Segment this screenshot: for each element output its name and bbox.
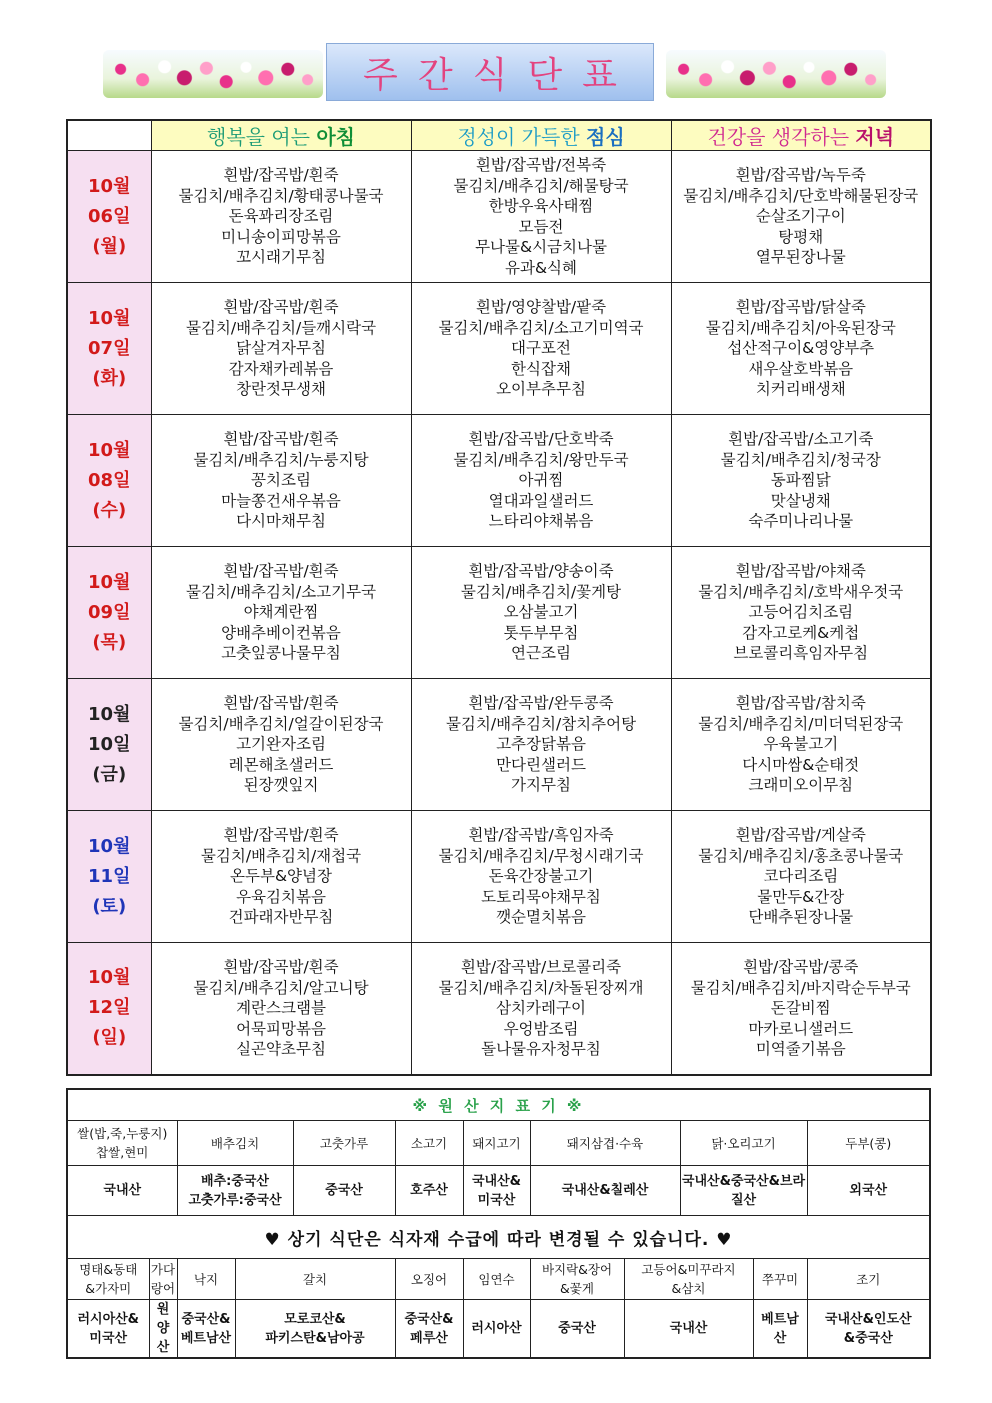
day-day: 12일 [88,997,131,1019]
origin-header-cell [235,1259,395,1300]
text-line: 연근조림 [511,644,571,663]
text-line: 물김치/배추김치/황태콩나물국 [178,186,384,205]
origin-value-cell [293,1166,395,1216]
text-line: 열대과일샐러드 [488,491,594,510]
day-weekday: (화) [92,367,127,389]
text-line: 물김치/배추김치/청국장 [720,450,881,469]
text-line: 물김치/배추김치/누룽지탕 [193,450,369,469]
text-line: 된장깻잎지 [243,776,319,795]
text-line: 물김치/배추김치/들깨시락국 [185,318,377,337]
text-line: 바지락&장어 [541,1262,613,1277]
lunch-cell [411,415,671,547]
origin-value-cell [807,1166,930,1216]
text-line: 러시아산& [77,1311,140,1327]
origin-value-row-1 [67,1166,930,1216]
text-line: 중국산 [325,1183,363,1198]
text-line: 온두부&양념장 [230,867,332,886]
origin-value-cell [177,1166,293,1216]
text-line: 국내산&인도산 [824,1311,912,1327]
text-line: 섭산적구이&영양부추 [727,339,875,358]
day-month: 10월 [88,967,131,989]
text-line: 돈육간장불고기 [488,867,594,886]
origin-value-cell [624,1300,753,1359]
text-line: 고춧잎콩나물무침 [221,644,341,663]
text-line: 중국산& [404,1311,454,1327]
text-line: 꼬시래기무침 [236,248,326,267]
origin-value-cell [235,1300,395,1359]
text-line: 호주산 [410,1183,448,1198]
dinner-cell [671,811,931,943]
text-line: 흰밥/잡곡밥/흰죽 [223,166,339,185]
text-line: 한식잡채 [511,359,571,378]
origin-value-cell [753,1300,807,1359]
text-line: 흰밥/잡곡밥/흰죽 [223,298,339,317]
day-weekday: (수) [92,499,127,521]
text-line: 톳두부무침 [503,623,579,642]
day-month: 10월 [88,439,131,461]
text-line: 치커리배생채 [755,380,846,399]
day-day: 08일 [88,469,131,491]
origin-value-cell [395,1166,463,1216]
text-line: 오삼불고기 [503,603,579,622]
breakfast-cell [151,811,411,943]
text-line: 고기완자조림 [236,735,326,754]
text-line: 단배추된장나물 [748,908,854,927]
text-line: 페루산 [410,1330,448,1346]
day-row [67,679,931,811]
breakfast-cell [151,679,411,811]
day-month: 10월 [88,307,131,329]
text-line: 흰밥/잡곡밥/닭살죽 [735,298,866,317]
text-line: 중국산 [558,1321,596,1336]
day-month: 10월 [88,835,131,857]
text-line: 한방우육사태찜 [488,197,594,215]
text-line: 원양 [156,1302,170,1336]
text-line: 산 [156,1340,170,1355]
text-line: 우엉밤조림 [503,1019,579,1038]
text-line: 양배추베이컨볶음 [221,623,341,642]
text-line: 물김치/배추김치/단호박해물된장국 [683,186,919,205]
dinner-cell [671,547,931,679]
text-line: 탕평채 [778,227,824,246]
text-line: 쌀(밥,죽,누룽지) [77,1126,168,1141]
text-line: 고추장닭볶음 [496,735,586,754]
origin-value-cell [67,1166,177,1216]
day-weekday: (목) [92,631,127,653]
origin-value-row-2 [67,1300,930,1359]
text-line: 흰밥/영양찰밥/팥죽 [475,298,607,317]
text-line: 흰밥/잡곡밥/콩죽 [743,958,859,976]
text-line: 찹쌀,현미 [96,1145,149,1160]
origin-header-cell [67,1259,149,1300]
lunch-cell [411,943,671,1075]
text-line: 레몬해초샐러드 [228,755,334,774]
origin-header-cell [680,1121,807,1166]
origin-header-cell [530,1121,680,1166]
text-line: 브로콜리흑임자무침 [733,644,869,663]
lunch-cell [411,547,671,679]
text-line: 국내산 [103,1183,142,1198]
text-line: 도토리묵야채무침 [481,887,601,906]
text-line: 삼치카레구이 [496,999,586,1017]
origin-header-cell [624,1259,753,1300]
text-line: 국내산&칠레산 [561,1183,649,1198]
text-line: 외국산 [849,1183,888,1198]
text-line: 러시아산 [471,1321,522,1336]
text-line: 물김치/배추김치/소고기미역국 [438,318,644,337]
origin-header-cell [395,1259,463,1300]
text-line: 크래미오이무침 [748,776,854,795]
text-line: 아귀찜 [518,471,564,490]
origin-header-cell [67,1121,177,1166]
text-line: 무나물&시금치나물 [475,238,607,256]
text-line: 갈치 [302,1271,328,1287]
text-line: 다시마채무침 [236,512,326,531]
text-line: 마늘쫑건새우볶음 [221,491,341,510]
text-line: 미국산 [477,1192,516,1208]
text-line: 감자고로케&케첩 [742,623,860,642]
day-month: 10월 [88,175,131,197]
day-day: 10일 [88,733,131,755]
text-line: 미니송이피망볶음 [221,227,341,246]
text-line: 꽁치조림 [251,471,311,490]
origin-value-cell [530,1166,680,1216]
text-line: 마카로니샐러드 [748,1019,854,1038]
text-line: &중국산 [843,1330,893,1346]
text-line: 대구포전 [511,339,571,358]
day-row [67,547,931,679]
breakfast-cell [151,943,411,1075]
text-line: 계란스크램블 [236,999,326,1017]
dinner-cell [671,283,931,415]
origin-header-cell [463,1259,530,1300]
text-line: 돈갈비찜 [770,999,831,1017]
text-line: 느타리야채볶음 [488,512,594,531]
day-label [67,415,151,547]
text-line: &삼치 [671,1281,706,1296]
text-line: 흰밥/잡곡밥/게살죽 [735,826,866,845]
text-line: 실곤약초무침 [236,1040,326,1058]
text-line: 물김치/배추김치/차돌된장찌개 [438,978,644,997]
text-line: 흰밥/잡곡밥/전복죽 [475,156,607,174]
text-line: 코다리조림 [763,867,839,886]
text-line: 새우살호박볶음 [748,359,854,378]
day-weekday: (토) [92,895,127,917]
lunch-cell [411,811,671,943]
text-line: 다시마쌈&순태젓 [742,755,860,774]
origin-value-cell [395,1300,463,1359]
title-banner [326,43,654,101]
text-line: 돌나물유자청무침 [481,1040,601,1058]
header-lunch: 정성이 가득한 점심 [411,120,671,151]
header [0,40,992,106]
day-label [67,283,151,415]
page-title: 주간식단표 [363,54,637,96]
text-line: &꽃게 [560,1281,594,1296]
text-line: 깻순멸치볶음 [496,908,586,927]
origin-header-cell [807,1121,930,1166]
text-line: 오징어 [410,1271,448,1287]
notice-row [67,1216,930,1259]
lunch-cell [411,283,671,415]
text-line: 오이부추무침 [496,380,586,399]
day-row [67,415,931,547]
text-line: 소고기 [410,1135,448,1151]
text-line: 낙지 [193,1271,219,1287]
text-line: 물김치/배추김치/호박새우젓국 [698,582,904,601]
text-line: 물김치/배추김치/재첩국 [200,846,362,865]
day-label [67,679,151,811]
text-line: 물김치/배추김치/소고기무국 [185,582,377,601]
origin-header-cell [293,1121,395,1166]
day-day: 09일 [88,601,131,623]
text-line: 물김치/배추김치/해물탕국 [453,176,629,195]
text-line: 물김치/배추김치/홍초콩나물국 [698,846,904,865]
day-day: 06일 [88,205,131,227]
text-line: 흰밥/잡곡밥/참치죽 [735,694,866,713]
origin-header-cell [177,1259,235,1300]
text-line: 두부(콩) [845,1135,892,1151]
text-line: 건파래자반무침 [228,908,334,927]
origin-value-cell [530,1300,624,1359]
menu-header-row [67,120,931,151]
text-line: 창란젓무생채 [236,380,326,399]
breakfast-cell [151,283,411,415]
origin-header-cell [807,1259,930,1300]
origin-value-cell [67,1300,149,1359]
text-line: &가자미 [85,1281,132,1296]
text-line: 국내산&중국산&브라질산 [681,1173,806,1208]
lunch-cell [411,679,671,811]
text-line: 중국산& [181,1311,231,1327]
text-line: 흰밥/잡곡밥/야채죽 [735,562,866,581]
text-line: 흰밥/잡곡밥/완두콩죽 [468,694,614,713]
text-line: 명태&동태 [79,1262,138,1277]
origin-header-cell [177,1121,293,1166]
text-line: 닭살겨자무침 [236,339,326,358]
text-line: 물김치/배추김치/알고니탕 [193,978,369,997]
dinner-cell [671,679,931,811]
text-line: 우육김치볶음 [236,887,326,906]
origin-header-cell [149,1259,177,1300]
text-line: 흰밥/잡곡밥/소고기죽 [728,430,874,449]
text-line: 동파찜닭 [770,471,831,490]
text-line: 돼지삼겹·수육 [566,1135,644,1151]
text-line: 고춧가루:중국산 [188,1192,282,1208]
text-line: 흰밥/잡곡밥/브로콜리죽 [460,958,622,976]
text-line: 흰밥/잡곡밥/흰죽 [223,694,339,713]
text-line: 조기 [856,1271,881,1287]
weekly-menu-table [66,119,932,1076]
text-line: 물만두&간장 [757,887,845,906]
header-dinner: 건강을 생각하는 저녁 [671,120,931,151]
day-label [67,547,151,679]
text-line: 열무된장나물 [755,248,846,267]
text-line: 베트남산 [180,1330,232,1346]
day-label [67,811,151,943]
day-label [67,151,151,283]
text-line: 우육불고기 [763,735,839,754]
day-month: 10월 [88,703,131,725]
text-line: 순살조기구이 [755,207,846,226]
day-weekday: (금) [92,763,127,785]
origin-header-cell [395,1121,463,1166]
text-line: 닭·오리고기 [711,1135,776,1151]
dinner-cell [671,943,931,1075]
text-line: 야채계란찜 [243,603,319,622]
notice-text: ♥ 상기 식단은 식자재 수급에 따라 변경될 수 있습니다. ♥ [67,1216,930,1259]
text-line: 파키스탄&남아공 [265,1330,365,1346]
text-line: 가다 [150,1262,176,1277]
text-line: 가지무침 [511,776,571,795]
text-line: 쭈꾸미 [761,1271,799,1287]
text-line: 유과&식혜 [505,258,577,277]
day-day: 07일 [88,337,131,359]
origin-table [66,1088,931,1359]
breakfast-cell [151,547,411,679]
origin-body [67,1089,930,1358]
text-line: 미국산 [89,1330,128,1346]
text-line: 물김치/배추김치/아욱된장국 [705,318,896,337]
day-row [67,943,931,1075]
text-line: 배추김치 [210,1135,260,1151]
day-day: 11일 [88,865,131,887]
origin-header-cell [463,1121,530,1166]
day-row [67,283,931,415]
text-line: 고등어김치조림 [748,603,854,622]
text-line: 물김치/배추김치/무청시래기국 [438,846,644,865]
day-weekday: (월) [92,235,127,257]
breakfast-cell [151,151,411,283]
origin-value-cell [807,1300,930,1359]
text-line: 물김치/배추김치/왕만두국 [453,450,629,469]
text-line: 흰밥/잡곡밥/흰죽 [223,826,339,845]
breakfast-cell [151,415,411,547]
text-line: 맛살냉채 [770,491,831,510]
text-line: 감자채카레볶음 [228,359,334,378]
day-row [67,151,931,283]
day-month: 10월 [88,571,131,593]
text-line: 국내산& [471,1173,521,1189]
origin-value-cell [463,1300,530,1359]
origin-header-row-2 [67,1259,930,1300]
text-line: 물김치/배추김치/꽃게탕 [460,582,622,601]
text-line: 흰밥/잡곡밥/단호박죽 [468,430,614,449]
origin-header-row-1 [67,1121,930,1166]
text-line: 미역줄기볶음 [755,1040,846,1058]
lunch-cell [411,151,671,283]
origin-header-cell [530,1259,624,1300]
text-line: 만다린샐러드 [496,755,586,774]
text-line: 배추:중국산 [201,1173,269,1189]
text-line: 고등어&미꾸라지 [641,1262,736,1277]
header-breakfast: 행복을 여는 아침 [151,120,411,151]
text-line: 모듬전 [518,217,564,236]
text-line: 흰밥/잡곡밥/녹두죽 [735,166,866,185]
text-line: 어묵피망볶음 [236,1019,326,1038]
text-line: 임연수 [478,1271,515,1287]
header-corner [67,120,151,151]
origin-value-cell [149,1300,177,1359]
text-line: 고춧가루 [319,1135,369,1151]
origin-title: ※ 원 산 지 표 기 ※ [67,1089,930,1121]
text-line: 물김치/배추김치/얼갈이된장국 [178,714,384,733]
text-line: 국내산 [669,1321,708,1336]
text-line: 랑어 [150,1281,176,1296]
text-line: 물김치/배추김치/미더덕된장국 [698,714,904,733]
day-row [67,811,931,943]
flower-decoration-left [103,50,323,98]
day-weekday: (일) [92,1027,127,1049]
text-line: 흰밥/잡곡밥/흰죽 [223,562,339,581]
origin-value-cell [463,1166,530,1216]
origin-value-cell [177,1300,235,1359]
text-line: 숙주미나리나물 [748,512,854,531]
origin-title-row [67,1089,930,1121]
text-line: 산 [773,1330,787,1346]
text-line: 베트남 [761,1311,799,1327]
origin-value-cell [680,1166,807,1216]
text-line: 모로코산& [284,1311,346,1327]
day-label [67,943,151,1075]
text-line: 물김치/배추김치/바지락순두부국 [690,978,911,997]
menu-body [67,151,931,1075]
origin-header-cell [753,1259,807,1300]
text-line: 돼지고기 [472,1135,521,1151]
text-line: 돈육꽈리장조림 [228,207,334,226]
text-line: 흰밥/잡곡밥/흰죽 [223,958,339,976]
flower-decoration-right [666,50,886,98]
dinner-cell [671,415,931,547]
text-line: 흰밥/잡곡밥/양송이죽 [468,562,614,581]
dinner-cell [671,151,931,283]
text-line: 물김치/배추김치/참치추어탕 [445,714,637,733]
text-line: 흰밥/잡곡밥/흑임자죽 [468,826,614,845]
text-line: 흰밥/잡곡밥/흰죽 [223,430,339,449]
